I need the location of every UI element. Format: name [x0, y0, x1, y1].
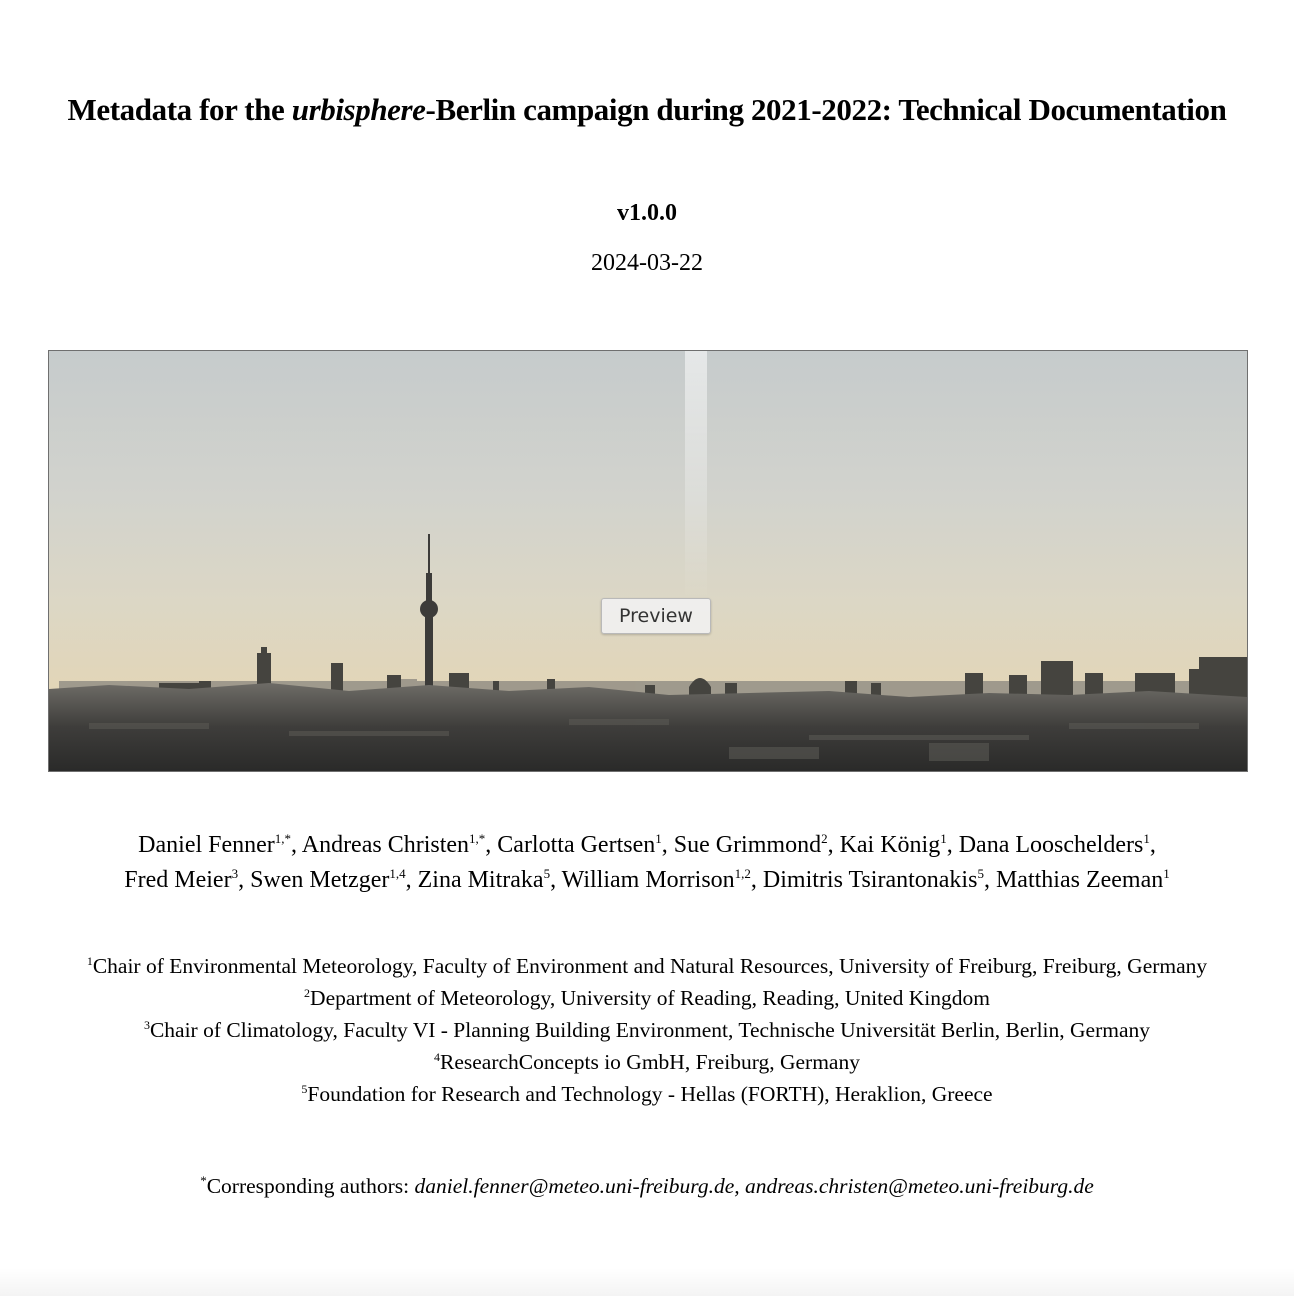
- author-line-2: [0, 863, 1294, 898]
- sun-ray: [685, 351, 707, 601]
- affiliation-text: ResearchConcepts io GmbH, Freiburg, Germany: [440, 1050, 860, 1074]
- author-affiliation-marker: 5: [977, 866, 984, 881]
- affiliation-number: 2: [304, 985, 311, 1000]
- document-date: 2024-03-22: [591, 250, 703, 276]
- author-affiliation-marker: 2: [821, 831, 828, 846]
- affiliation-item: [50, 950, 1244, 982]
- affiliation-number: 3: [143, 1017, 150, 1032]
- corresponding-marker: *: [200, 1172, 207, 1188]
- author-line-1: [0, 828, 1294, 863]
- document-version: v1.0.0: [617, 200, 677, 226]
- author-affiliation-marker: 1,*: [274, 831, 292, 846]
- corresponding-authors: [0, 1174, 1294, 1199]
- author-affiliation-marker: 1,*: [469, 831, 486, 846]
- city-foreground: [49, 683, 1247, 771]
- affiliation-item: [50, 1014, 1244, 1046]
- author-affiliation-marker: 1,4: [389, 866, 406, 881]
- author-affiliation-marker: 1,2: [734, 866, 751, 881]
- affiliation-text: Chair of Environmental Meteorology, Faculty of Environment and Natural Resources, University of Freiburg, Freiburg, Germany: [92, 954, 1208, 978]
- preview-button[interactable]: Preview: [601, 598, 711, 634]
- author-separator: ,: [238, 867, 251, 893]
- author-separator: ,: [1149, 832, 1156, 858]
- author-name: Dana Looschelders: [958, 832, 1144, 858]
- affiliation-item: [50, 1078, 1244, 1110]
- author-name: Fred Meier: [124, 867, 232, 893]
- document-title: [0, 92, 1294, 128]
- author-affiliation-marker: 1: [1163, 866, 1170, 881]
- author-name: Zina Mitraka: [417, 867, 544, 893]
- title-italic: urbisphere: [291, 92, 426, 127]
- author-list: [0, 828, 1294, 898]
- author-separator: ,: [661, 832, 674, 858]
- affiliation-list: [50, 950, 1244, 1110]
- affiliation-text: Chair of Climatology, Faculty VI - Planning Building Environment, Technische Universität Berlin, Berlin, Germany: [149, 1018, 1151, 1042]
- author-name: Dimitris Tsirantonakis: [762, 867, 978, 893]
- author-name: Sue Grimmond: [673, 832, 822, 858]
- corresponding-emails: daniel.fenner@meteo.uni-freiburg.de, andreas.christen@meteo.uni-freiburg.de: [414, 1174, 1094, 1198]
- author-affiliation-marker: 1: [1143, 831, 1150, 846]
- affiliation-number: 4: [434, 1049, 441, 1064]
- author-separator: ,: [485, 832, 498, 858]
- affiliation-text: Foundation for Research and Technology - Hellas (FORTH), Heraklion, Greece: [307, 1082, 993, 1106]
- title-text-start: Metadata for the: [67, 92, 292, 127]
- author-separator: ,: [291, 832, 302, 858]
- author-name: Matthias Zeeman: [995, 867, 1164, 893]
- affiliation-number: 5: [301, 1081, 308, 1096]
- page-bottom-edge: [0, 1268, 1294, 1296]
- corresponding-label: Corresponding authors:: [206, 1174, 415, 1198]
- author-name: Carlotta Gertsen: [497, 832, 656, 858]
- author-name: Daniel Fenner: [138, 832, 275, 858]
- author-affiliation-marker: 1: [655, 831, 662, 846]
- affiliation-text: Department of Meteorology, University of Reading, Reading, United Kingdom: [310, 986, 990, 1010]
- affiliation-item: [50, 982, 1244, 1014]
- author-separator: ,: [750, 867, 763, 893]
- author-name: William Morrison: [561, 867, 735, 893]
- author-separator: ,: [405, 867, 418, 893]
- cover-image-berlin-skyline: [48, 350, 1248, 772]
- author-separator: ,: [983, 867, 996, 893]
- author-separator: ,: [946, 832, 959, 858]
- author-affiliation-marker: 3: [231, 866, 239, 881]
- affiliation-number: 1: [86, 953, 93, 968]
- author-separator: ,: [550, 867, 562, 893]
- tv-tower: [420, 534, 438, 692]
- author-affiliation-marker: 1: [940, 831, 947, 846]
- author-name: Andreas Christen: [301, 832, 470, 858]
- author-name: Kai König: [839, 832, 941, 858]
- author-affiliation-marker: 5: [543, 866, 551, 881]
- skyline-illustration: [49, 351, 1247, 771]
- author-name: Swen Metzger: [250, 867, 390, 893]
- author-separator: ,: [827, 832, 840, 858]
- affiliation-item: [50, 1046, 1244, 1078]
- title-text-end: -Berlin campaign during 2021-2022: Technical Documentation: [425, 92, 1227, 127]
